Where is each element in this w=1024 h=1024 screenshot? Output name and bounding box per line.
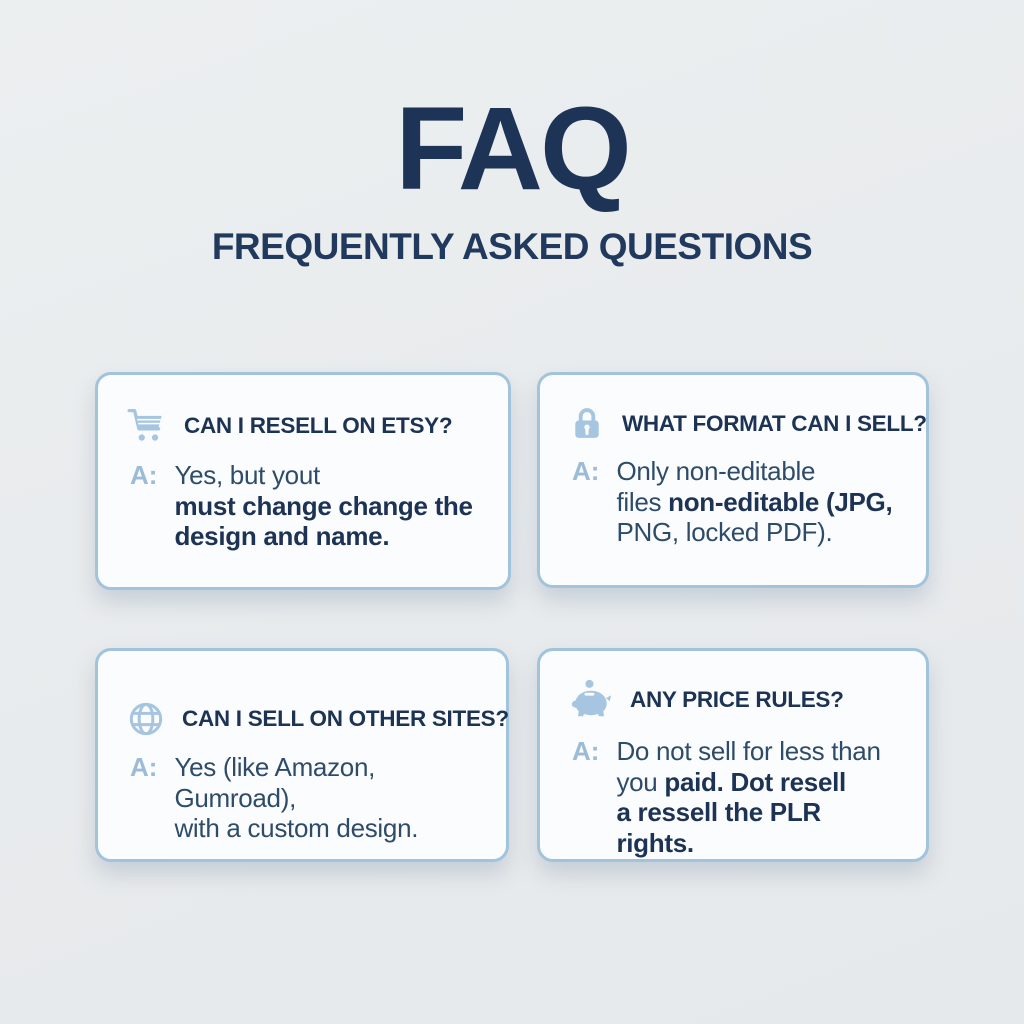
cart-icon	[126, 405, 168, 447]
answer-line: files non-editable (JPG,	[616, 486, 893, 517]
card-answer	[126, 460, 482, 552]
globe-icon	[126, 699, 166, 739]
card-header	[568, 405, 927, 443]
answer-line: with a custom design.	[174, 813, 419, 844]
card-answer	[568, 736, 900, 859]
answer-line: Do not sell for less than	[616, 736, 881, 766]
card-header	[568, 677, 900, 723]
answer-text	[174, 460, 472, 552]
card-answer	[568, 456, 900, 548]
card-question: ANY PRICE RULES?	[630, 687, 844, 712]
answer-label: A:	[572, 736, 600, 766]
card-question: WHAT FORMAT CAN I SELL?	[622, 411, 927, 436]
card-question: CAN I RESELL ON ETSY?	[184, 413, 453, 438]
answer-label: A:	[130, 460, 158, 490]
answer-line: design and name.	[174, 521, 390, 552]
faq-card-other-sites	[95, 648, 509, 862]
lock-icon	[568, 405, 606, 443]
answer-line: must change change the	[174, 490, 473, 521]
answer-text	[616, 456, 892, 548]
answer-line: you paid. Dot resell	[616, 766, 846, 797]
answer-text	[616, 736, 900, 859]
card-question: CAN I SELL ON OTHER SITES?	[182, 706, 509, 731]
card-header	[126, 699, 509, 739]
answer-label: A:	[130, 752, 158, 782]
page-subtitle: FREQUENTLY ASKED QUESTIONS	[211, 226, 813, 267]
card-header	[126, 405, 482, 447]
faq-card-price-rules	[537, 648, 929, 862]
answer-text	[174, 752, 480, 844]
page-title: FAQ	[395, 83, 629, 215]
card-answer	[126, 752, 480, 844]
answer-label: A:	[572, 456, 600, 486]
faq-card-format	[537, 372, 929, 588]
faq-card-resell-etsy	[95, 372, 511, 590]
piggy-bank-icon	[568, 677, 614, 723]
answer-line: Yes (like Amazon, Gumroad),	[174, 752, 376, 813]
answer-line: PNG, locked PDF).	[616, 517, 833, 548]
answer-line: Yes, but yout	[174, 460, 320, 490]
answer-line: Only non-editable	[616, 456, 816, 486]
answer-line: a ressell the PLR rights.	[616, 797, 821, 859]
